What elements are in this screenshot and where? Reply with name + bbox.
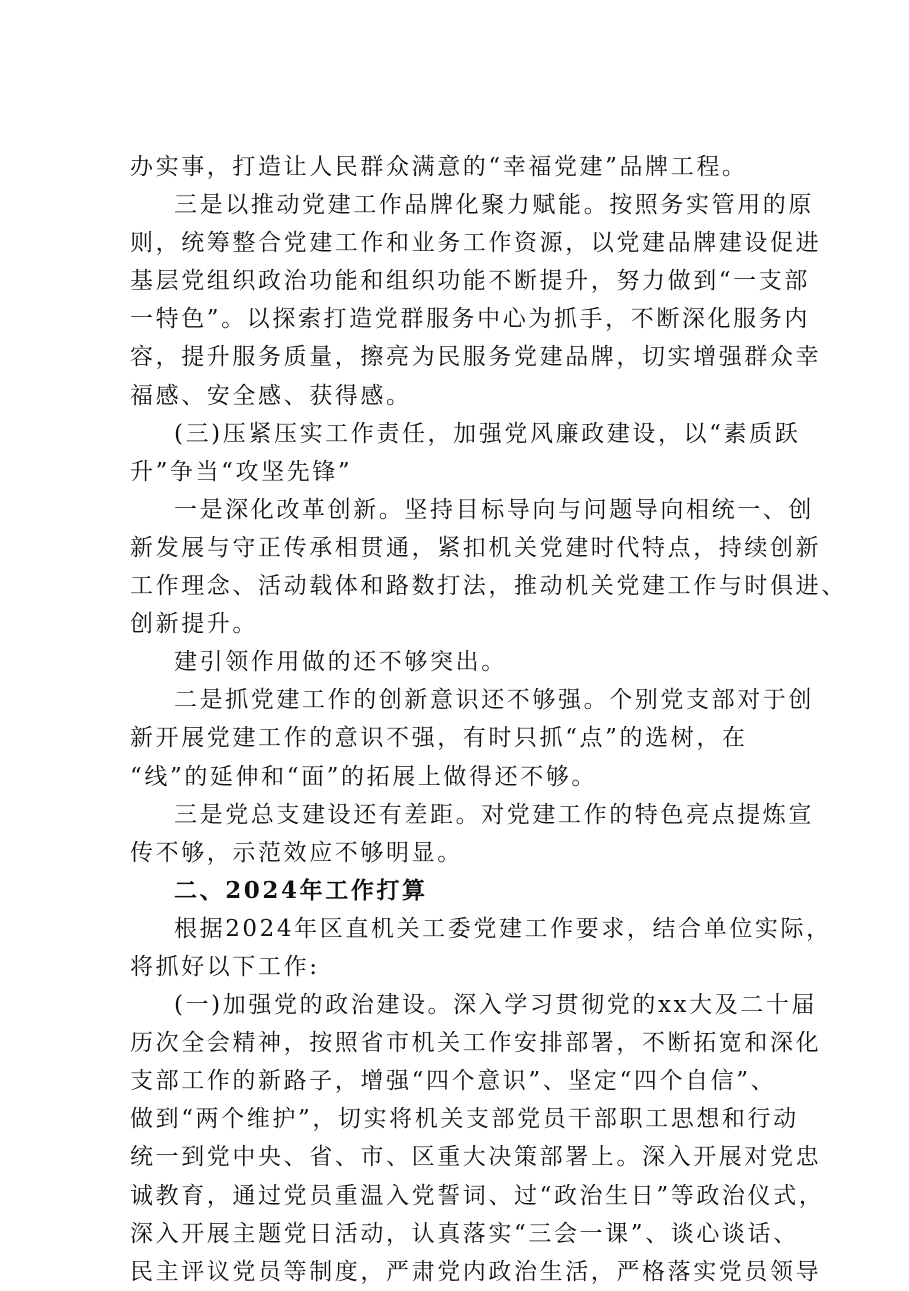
text-line-6: 容，提升服务质量，擦亮为民服务党建品牌，切实增强群众幸: [130, 344, 822, 371]
text-line-3: 则，统筹整合党建工作和业务工作资源，以党建品牌建设促进: [130, 230, 822, 257]
text-line-24: 历次全会精神，按照省市机关工作安排部署，不断拓宽和深化: [130, 1030, 822, 1057]
text-line-7: 福感、安全感、获得感。: [130, 382, 412, 409]
text-line-22: 将抓好以下工作:: [130, 953, 320, 980]
text-line-16: 新开展党建工作的意识不强，有时只抓“点”的选树，在: [130, 725, 748, 752]
text-line-29: 深入开展主题党日活动，认真落实“三会一课”、谈心谈话、: [130, 1220, 799, 1247]
text-line-14: 建引领作用做的还不够突出。: [174, 649, 507, 676]
text-line-5: 一特色”。以探索打造党群服务中心为抓手，不断深化服务内: [130, 306, 810, 333]
text-line-25: 支部工作的新路子，增强“四个意识”、坚定“四个自信”、: [130, 1068, 777, 1095]
section-heading-1: (一)加强党的政治建设。深入学习贯彻党的xx大及二十届: [174, 992, 818, 1019]
section-heading-3-cont: 升”争当“攻坚先锋”: [130, 458, 353, 485]
text-line-27: 统一到党中央、省、市、区重大决策部署上。深入开展对党忠: [130, 1144, 822, 1171]
text-line-17: “线”的延伸和“面”的拓展上做得还不够。: [130, 763, 598, 790]
text-line-11: 新发展与守正传承相贯通，紧扣机关党建时代特点，持续创新: [130, 534, 822, 561]
text-line-21: 根据2024年区直机关工委党建工作要求，结合单位实际，: [174, 915, 832, 942]
text-line-26: 做到“两个维护”，切实将机关支部党员干部职工思想和行动: [130, 1106, 799, 1133]
section-heading-2024: 二、2024年工作打算: [174, 876, 428, 904]
text-line-12: 工作理念、活动载体和路数打法，推动机关党建工作与时俱进、: [130, 573, 847, 600]
text-line-2: 三是以推动党建工作品牌化聚力赋能。按照务实管用的原: [174, 192, 814, 219]
text-line-15: 二是抓党建工作的创新意识还不够强。个别党支部对于创: [174, 687, 814, 714]
text-line-4: 基层党组织政治功能和组织功能不断提升，努力做到“一支部: [130, 268, 810, 295]
section-heading-3: (三)压紧压实工作责任，加强党风廉政建设，以“素质跃: [174, 420, 801, 447]
text-line-13: 创新提升。: [130, 611, 258, 638]
document-page: [130, 148, 847, 1291]
text-line-10: 一是深化改革创新。坚持目标导向与问题导向相统一、创: [174, 496, 814, 523]
text-line-18: 三是党总支建设还有差距。对党建工作的特色亮点提炼宣: [174, 801, 814, 828]
text-line-1: 办实事，打造让人民群众满意的“幸福党建”品牌工程。: [130, 154, 748, 180]
text-line-30: 民主评议党员等制度，严肃党内政治生活，严格落实党员领导: [130, 1258, 822, 1285]
text-line-19: 传不够，示范效应不够明显。: [130, 839, 463, 866]
text-line-28: 诚教育，通过党员重温入党誓词、过“政治生日”等政治仪式，: [130, 1182, 825, 1209]
